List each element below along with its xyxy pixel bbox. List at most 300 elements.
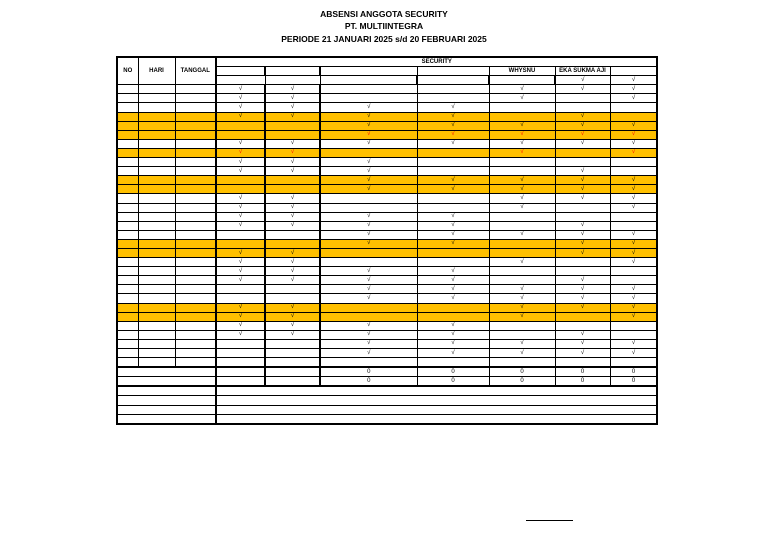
attendance-cell: √ <box>489 258 555 267</box>
attendance-cell: √ <box>417 267 489 276</box>
no-cell <box>117 312 138 321</box>
hari-cell <box>138 285 175 294</box>
tanggal-cell <box>175 285 216 294</box>
attendance-cell <box>417 258 489 267</box>
attendance-cell: √ <box>610 194 657 203</box>
total-cell: 0 <box>417 377 489 387</box>
attendance-cell <box>320 303 417 312</box>
hari-cell <box>138 185 175 194</box>
table-row <box>117 212 657 221</box>
no-cell <box>117 103 138 112</box>
attendance-cell <box>610 212 657 221</box>
tanggal-cell <box>175 194 216 203</box>
attendance-cell: √ <box>216 321 265 330</box>
tanggal-cell <box>175 230 216 239</box>
hari-cell <box>138 239 175 248</box>
attendance-cell <box>610 112 657 121</box>
table-row <box>117 158 657 167</box>
document-title: ABSENSI ANGGOTA SECURITY <box>320 9 448 19</box>
hari-cell <box>138 112 175 121</box>
attendance-cell: √ <box>610 303 657 312</box>
attendance-cell <box>489 321 555 330</box>
no-cell <box>117 194 138 203</box>
tanggal-cell <box>175 130 216 139</box>
table-row <box>117 358 657 368</box>
attendance-cell <box>489 248 555 257</box>
no-cell <box>117 358 138 368</box>
attendance-cell: √ <box>417 285 489 294</box>
table-row <box>117 94 657 103</box>
no-cell <box>117 185 138 194</box>
hari-cell <box>138 321 175 330</box>
attendance-cell <box>320 203 417 212</box>
table-row <box>117 349 657 358</box>
attendance-cell <box>489 158 555 167</box>
no-cell <box>117 121 138 130</box>
attendance-cell: √ <box>216 221 265 230</box>
attendance-cell: √ <box>320 285 417 294</box>
attendance-cell: √ <box>489 303 555 312</box>
attendance-cell: √ <box>489 312 555 321</box>
attendance-cell: √ <box>489 185 555 194</box>
table-row <box>117 230 657 239</box>
col-header-tanggal: TANGGAL <box>175 57 216 85</box>
attendance-cell <box>216 358 265 368</box>
no-cell <box>117 85 138 94</box>
hari-cell <box>138 303 175 312</box>
attendance-cell <box>216 185 265 194</box>
tanggal-cell <box>175 349 216 358</box>
footer-cell <box>216 396 657 405</box>
attendance-cell: √ <box>216 194 265 203</box>
attendance-cell <box>610 358 657 368</box>
attendance-cell <box>265 239 320 248</box>
attendance-cell: √ <box>265 258 320 267</box>
table-row <box>117 239 657 248</box>
attendance-cell: √ <box>610 285 657 294</box>
footer-row <box>117 405 657 414</box>
hari-cell <box>138 212 175 221</box>
attendance-cell: √ <box>320 103 417 112</box>
table-row <box>117 303 657 312</box>
attendance-cell: √ <box>216 258 265 267</box>
attendance-cell <box>489 76 555 85</box>
attendance-cell: √ <box>610 94 657 103</box>
attendance-cell: √ <box>610 248 657 257</box>
table-row <box>117 285 657 294</box>
attendance-cell: √ <box>265 167 320 176</box>
attendance-cell: √ <box>320 167 417 176</box>
attendance-cell: √ <box>320 130 417 139</box>
col-header-no: NO <box>117 57 138 85</box>
attendance-cell <box>265 339 320 348</box>
attendance-cell: √ <box>555 330 610 339</box>
attendance-cell: √ <box>610 121 657 130</box>
attendance-cell: √ <box>489 139 555 148</box>
attendance-cell: √ <box>320 185 417 194</box>
attendance-cell: √ <box>555 339 610 348</box>
table-row <box>117 221 657 230</box>
attendance-cell <box>265 185 320 194</box>
attendance-cell <box>320 194 417 203</box>
table-row <box>117 258 657 267</box>
company-name: PT. MULTIINTEGRA <box>344 21 424 31</box>
tanggal-cell <box>175 85 216 94</box>
attendance-cell <box>555 94 610 103</box>
attendance-cell: √ <box>265 312 320 321</box>
tanggal-cell <box>175 258 216 267</box>
no-cell <box>117 330 138 339</box>
no-cell <box>117 176 138 185</box>
total-cell: 0 <box>555 367 610 377</box>
attendance-cell: √ <box>265 194 320 203</box>
attendance-cell <box>216 285 265 294</box>
hari-cell <box>138 230 175 239</box>
attendance-cell: √ <box>216 203 265 212</box>
attendance-cell: √ <box>216 139 265 148</box>
attendance-cell <box>216 339 265 348</box>
total-cell <box>216 377 265 387</box>
attendance-cell: √ <box>320 121 417 130</box>
attendance-cell <box>555 158 610 167</box>
no-cell <box>117 230 138 239</box>
name-header-eka-sukma-aji: EKA SUKMA AJI <box>555 67 610 76</box>
attendance-cell: √ <box>417 139 489 148</box>
attendance-cell <box>610 330 657 339</box>
attendance-cell: √ <box>555 239 610 248</box>
attendance-cell <box>555 267 610 276</box>
attendance-cell: √ <box>610 349 657 358</box>
attendance-cell <box>216 230 265 239</box>
attendance-cell: √ <box>555 121 610 130</box>
attendance-cell: √ <box>610 148 657 157</box>
attendance-cell: √ <box>216 248 265 257</box>
attendance-cell: √ <box>320 139 417 148</box>
attendance-cell: √ <box>417 276 489 285</box>
footer-row <box>117 414 657 424</box>
hari-cell <box>138 167 175 176</box>
attendance-cell: √ <box>489 148 555 157</box>
total-cell <box>265 367 320 377</box>
attendance-cell: √ <box>265 221 320 230</box>
tanggal-cell <box>175 330 216 339</box>
attendance-cell: √ <box>610 185 657 194</box>
attendance-cell <box>555 358 610 368</box>
attendance-cell <box>489 103 555 112</box>
footer-cell <box>216 414 657 424</box>
footer-label-cell <box>117 414 216 424</box>
attendance-cell: √ <box>265 276 320 285</box>
attendance-cell <box>320 85 417 94</box>
attendance-cell: √ <box>265 103 320 112</box>
table-row <box>117 267 657 276</box>
attendance-cell: √ <box>610 130 657 139</box>
totals-label-cell <box>117 367 216 377</box>
attendance-cell: √ <box>320 276 417 285</box>
attendance-cell: √ <box>216 267 265 276</box>
no-cell <box>117 321 138 330</box>
signature-line <box>526 520 573 521</box>
attendance-cell <box>610 167 657 176</box>
attendance-cell <box>489 358 555 368</box>
attendance-cell: √ <box>555 76 610 85</box>
attendance-cell <box>265 121 320 130</box>
table-row <box>117 103 657 112</box>
no-cell <box>117 148 138 157</box>
attendance-cell: √ <box>216 158 265 167</box>
hari-cell <box>138 194 175 203</box>
tanggal-cell <box>175 212 216 221</box>
name-header <box>610 67 657 76</box>
no-cell <box>117 130 138 139</box>
period-label: PERIODE 21 JANUARI 2025 s/d 20 FEBRUARI 2025 <box>281 34 487 44</box>
attendance-cell: √ <box>489 285 555 294</box>
attendance-cell <box>610 221 657 230</box>
hari-cell <box>138 130 175 139</box>
attendance-cell <box>417 148 489 157</box>
attendance-cell: √ <box>610 312 657 321</box>
name-header <box>265 67 320 76</box>
hari-cell <box>138 176 175 185</box>
attendance-cell <box>320 312 417 321</box>
attendance-cell <box>417 203 489 212</box>
attendance-cell <box>489 167 555 176</box>
attendance-cell: √ <box>320 330 417 339</box>
attendance-cell <box>417 358 489 368</box>
attendance-cell: √ <box>216 103 265 112</box>
hari-cell <box>138 121 175 130</box>
col-header-hari: HARI <box>138 57 175 85</box>
attendance-cell <box>555 203 610 212</box>
attendance-cell: √ <box>216 167 265 176</box>
attendance-cell: √ <box>216 94 265 103</box>
attendance-cell: √ <box>417 176 489 185</box>
attendance-cell: √ <box>489 130 555 139</box>
attendance-cell: √ <box>265 267 320 276</box>
attendance-cell <box>610 321 657 330</box>
totals-label-cell <box>117 377 216 387</box>
attendance-cell <box>216 121 265 130</box>
table-row <box>117 112 657 121</box>
tanggal-cell <box>175 276 216 285</box>
table-row <box>117 276 657 285</box>
attendance-cell: √ <box>417 185 489 194</box>
attendance-cell <box>265 294 320 303</box>
table-row <box>117 130 657 139</box>
attendance-cell: √ <box>265 139 320 148</box>
table-row <box>117 85 657 94</box>
table-row <box>117 330 657 339</box>
attendance-cell: √ <box>265 158 320 167</box>
hari-cell <box>138 276 175 285</box>
attendance-cell: √ <box>417 330 489 339</box>
attendance-cell <box>320 94 417 103</box>
footer-cell <box>216 386 657 396</box>
footer-cell <box>216 405 657 414</box>
attendance-cell: √ <box>320 112 417 121</box>
footer-row <box>117 386 657 396</box>
attendance-cell: √ <box>555 139 610 148</box>
attendance-cell <box>417 167 489 176</box>
hari-cell <box>138 294 175 303</box>
attendance-cell <box>216 294 265 303</box>
table-row <box>117 339 657 348</box>
footer-label-cell <box>117 386 216 396</box>
hari-cell <box>138 139 175 148</box>
attendance-table-body <box>117 57 657 424</box>
attendance-cell: √ <box>610 85 657 94</box>
attendance-cell: √ <box>265 112 320 121</box>
attendance-cell: √ <box>417 294 489 303</box>
attendance-cell: √ <box>265 203 320 212</box>
name-header <box>216 67 265 76</box>
table-row <box>117 294 657 303</box>
attendance-cell: √ <box>555 294 610 303</box>
table-row <box>117 139 657 148</box>
total-cell <box>216 367 265 377</box>
attendance-cell <box>489 267 555 276</box>
attendance-cell: √ <box>489 176 555 185</box>
no-cell <box>117 203 138 212</box>
attendance-cell <box>216 349 265 358</box>
tanggal-cell <box>320 76 417 85</box>
hari-cell <box>265 76 320 85</box>
hari-cell <box>138 94 175 103</box>
attendance-cell: √ <box>216 112 265 121</box>
no-cell <box>117 94 138 103</box>
no-cell <box>117 349 138 358</box>
attendance-cell <box>555 258 610 267</box>
table-row <box>117 185 657 194</box>
table-row <box>117 194 657 203</box>
attendance-table <box>116 56 658 425</box>
tanggal-cell <box>175 167 216 176</box>
hari-cell <box>138 267 175 276</box>
attendance-cell: √ <box>320 239 417 248</box>
tanggal-cell <box>175 158 216 167</box>
attendance-cell: √ <box>610 203 657 212</box>
hari-cell <box>138 349 175 358</box>
attendance-cell <box>610 276 657 285</box>
attendance-cell: √ <box>417 321 489 330</box>
attendance-cell <box>320 258 417 267</box>
attendance-cell: √ <box>417 339 489 348</box>
attendance-cell <box>320 358 417 368</box>
attendance-cell: √ <box>555 85 610 94</box>
col-header-security: SECURITY <box>216 57 657 67</box>
attendance-cell <box>216 176 265 185</box>
total-cell: 0 <box>555 377 610 387</box>
attendance-cell: √ <box>216 312 265 321</box>
attendance-cell <box>489 276 555 285</box>
attendance-cell: √ <box>216 148 265 157</box>
table-row <box>117 203 657 212</box>
attendance-cell: √ <box>320 176 417 185</box>
tanggal-cell <box>175 321 216 330</box>
attendance-cell <box>265 285 320 294</box>
hari-cell <box>138 221 175 230</box>
attendance-cell: √ <box>320 349 417 358</box>
footer-label-cell <box>117 405 216 414</box>
no-cell <box>117 239 138 248</box>
tanggal-cell <box>175 185 216 194</box>
table-row <box>117 321 657 330</box>
attendance-cell: √ <box>555 221 610 230</box>
attendance-cell <box>417 94 489 103</box>
attendance-cell: √ <box>610 239 657 248</box>
attendance-cell: √ <box>265 212 320 221</box>
attendance-cell <box>265 358 320 368</box>
attendance-cell <box>555 103 610 112</box>
attendance-cell: √ <box>265 321 320 330</box>
attendance-cell: √ <box>216 212 265 221</box>
tanggal-cell <box>175 239 216 248</box>
attendance-cell: √ <box>320 158 417 167</box>
no-cell <box>117 339 138 348</box>
footer-label-cell <box>117 396 216 405</box>
attendance-cell <box>265 130 320 139</box>
attendance-cell: √ <box>320 230 417 239</box>
attendance-cell <box>417 158 489 167</box>
table-row <box>117 167 657 176</box>
tanggal-cell <box>175 121 216 130</box>
attendance-cell <box>320 248 417 257</box>
attendance-cell: √ <box>489 194 555 203</box>
tanggal-cell <box>175 203 216 212</box>
no-cell <box>117 248 138 257</box>
attendance-cell <box>489 212 555 221</box>
attendance-cell: √ <box>489 339 555 348</box>
hari-cell <box>138 258 175 267</box>
attendance-cell <box>555 148 610 157</box>
no-cell <box>117 139 138 148</box>
attendance-cell <box>417 76 489 85</box>
total-cell: 0 <box>320 367 417 377</box>
attendance-cell: √ <box>489 94 555 103</box>
attendance-cell <box>417 312 489 321</box>
total-cell: 0 <box>320 377 417 387</box>
attendance-cell: √ <box>489 203 555 212</box>
name-header-whysnu: WHYSNU <box>489 67 555 76</box>
attendance-cell <box>265 176 320 185</box>
totals-row <box>117 367 657 377</box>
attendance-cell: √ <box>610 176 657 185</box>
attendance-cell: √ <box>489 121 555 130</box>
attendance-cell: √ <box>265 330 320 339</box>
attendance-cell: √ <box>489 85 555 94</box>
attendance-cell <box>610 267 657 276</box>
hari-cell <box>138 248 175 257</box>
attendance-cell: √ <box>610 294 657 303</box>
hari-cell <box>138 158 175 167</box>
attendance-cell <box>216 239 265 248</box>
total-cell: 0 <box>610 377 657 387</box>
attendance-cell: √ <box>320 267 417 276</box>
table-row <box>117 121 657 130</box>
attendance-cell <box>265 349 320 358</box>
attendance-cell: √ <box>555 112 610 121</box>
no-cell <box>117 158 138 167</box>
tanggal-cell <box>175 94 216 103</box>
attendance-cell: √ <box>555 130 610 139</box>
hari-cell <box>138 148 175 157</box>
totals-row <box>117 377 657 387</box>
attendance-cell: √ <box>320 294 417 303</box>
attendance-cell: √ <box>555 194 610 203</box>
tanggal-cell <box>175 112 216 121</box>
attendance-cell <box>417 85 489 94</box>
attendance-cell: √ <box>320 321 417 330</box>
